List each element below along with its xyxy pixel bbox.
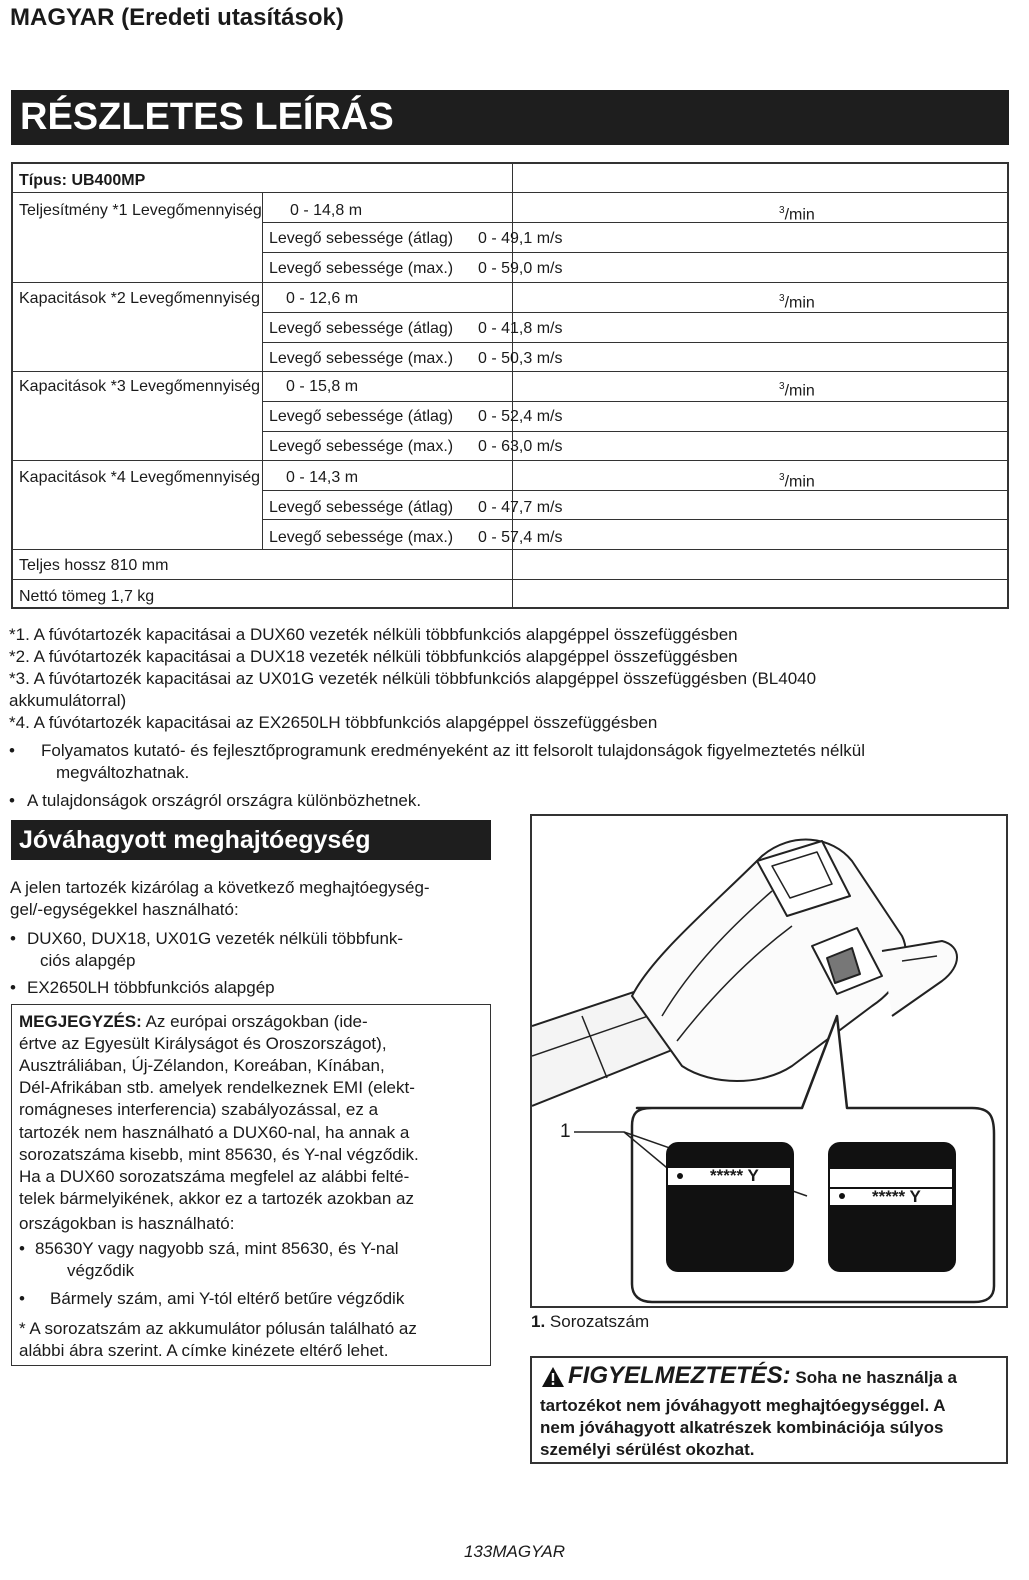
- note-line: Dél-Afrikában stb. amelyek rendelkeznek EMI (elekt-: [19, 1078, 415, 1097]
- air-volume-unit: $^3$/min: [779, 293, 815, 312]
- group-label: Kapacitások *2 Levegőmennyiség: [19, 290, 261, 307]
- air-velocity-avg: 0 - 41,8 m/s: [478, 320, 563, 337]
- note-footer: * A sorozatszám az akkumulátor pólusán található az: [19, 1319, 417, 1338]
- bullet-dot: •: [10, 929, 16, 948]
- note-line: telek bármelyikének, akkor ez a tartozék azokban az: [19, 1189, 414, 1208]
- air-volume: 0 - 14,8 m: [290, 202, 363, 219]
- note-line: MEGJEGYZÉS: Az európai országokban (ide-: [19, 1012, 368, 1031]
- unit-item: ciós alapgép: [40, 951, 136, 970]
- unit-item: DUX60, DUX18, UX01G vezeték nélküli többfunk-: [27, 929, 404, 948]
- unit-item: EX2650LH többfunkciós alapgép: [27, 978, 275, 997]
- air-velocity-max: 0 - 59,0 m/s: [478, 260, 563, 277]
- note-line: értve az Egyesült Királyságot és Oroszországot),: [19, 1034, 387, 1053]
- page-title: RÉSZLETES LEÍRÁS: [11, 90, 1009, 145]
- intro-text: gel/-egységekkel használható:: [10, 900, 239, 919]
- footnote: *1. A fúvótartozék kapacitásai a DUX60 vezeték nélküli többfunkciós alapgéppel összefüggésben: [9, 625, 738, 644]
- air-velocity-max: 0 - 63,0 m/s: [478, 438, 563, 455]
- air-velocity-max: 0 - 50,3 m/s: [478, 350, 563, 367]
- air-volume: 0 - 15,8 m: [286, 378, 359, 395]
- warning-triangle-icon: [541, 1366, 565, 1388]
- warning-line: tartozékot nem jóváhagyott meghajtóegységgel. A: [540, 1396, 946, 1415]
- note-line: romágneses interferencia) szabályozással, ez a: [19, 1100, 379, 1119]
- figure-caption: 1. Sorozatszám: [531, 1312, 650, 1331]
- note-line: Ausztráliában, Új-Zélandon, Koreában, Kínában,: [19, 1056, 385, 1075]
- footnote: akkumulátorral): [9, 691, 127, 710]
- warning-line: személyi sérülést okozhat.: [540, 1440, 755, 1459]
- air-velocity-avg-label: Levegő sebessége (átlag): [269, 408, 454, 425]
- warning-label: FIGYELMEZTETÉS:: [568, 1362, 791, 1389]
- air-volume: 0 - 12,6 m: [286, 290, 359, 307]
- air-velocity-max-label: Levegő sebessége (max.): [269, 438, 454, 455]
- bullet-text: A tulajdonságok országról országra különbözhetnek.: [27, 791, 422, 810]
- note-footer: alábbi ábra szerint. A címke kinézete eltérő lehet.: [19, 1341, 389, 1360]
- spec-table: [11, 162, 1009, 609]
- air-volume-unit: $^3$/min: [779, 472, 815, 491]
- warning-line: nem jóváhagyott alkatrészek kombinációja súlyos: [540, 1418, 944, 1437]
- air-volume-unit: $^3$/min: [779, 381, 815, 400]
- air-volume: 0 - 14,3 m: [286, 469, 359, 486]
- air-velocity-avg-label: Levegő sebessége (átlag): [269, 320, 454, 337]
- bullet-text: Folyamatos kutató- és fejlesztőprogramunk eredményeként az itt felsorolt tulajdonságok figyelmeztetés nélkül: [41, 741, 865, 760]
- callout-number: 1: [560, 1121, 571, 1142]
- air-velocity-avg: 0 - 47,7 m/s: [478, 499, 563, 516]
- note-label: MEGJEGYZÉS:: [19, 1012, 142, 1031]
- bullet-dot: •: [19, 1239, 25, 1258]
- note-bullet: 85630Y vagy nagyobb szá, mint 85630, és Y-nal: [35, 1239, 399, 1258]
- net-weight: Nettó tömeg 1,7 kg: [19, 588, 155, 605]
- note-bullet: Bármely szám, ami Y-tól eltérő betűre végződik: [50, 1289, 405, 1308]
- bullet-dot: •: [9, 791, 15, 810]
- air-velocity-max: 0 - 57,4 m/s: [478, 529, 563, 546]
- air-velocity-avg-label: Levegő sebessége (átlag): [269, 499, 454, 516]
- serial-number-label: ***** Y: [872, 1187, 921, 1206]
- air-volume-unit: $^3$/min: [779, 205, 815, 224]
- footnote: *3. A fúvótartozék kapacitásai az UX01G vezeték nélküli többfunkciós alapgéppel összefüggésben (BL4040: [9, 669, 817, 688]
- footer-language: MAGYAR: [492, 1542, 566, 1561]
- air-velocity-max-label: Levegő sebessége (max.): [269, 529, 454, 546]
- page-footer: [0, 1542, 1029, 1562]
- page-number: 133: [463, 1542, 493, 1561]
- warning-box: [530, 1356, 1008, 1464]
- air-velocity-max-label: Levegő sebessége (max.): [269, 260, 454, 277]
- bullet-dot: •: [9, 741, 15, 760]
- overall-length: Teljes hossz 810 mm: [19, 557, 169, 574]
- air-velocity-max-label: Levegő sebessége (max.): [269, 350, 454, 367]
- group-label: Kapacitások *4 Levegőmennyiség: [19, 469, 261, 486]
- language-header: MAGYAR (Eredeti utasítások): [10, 4, 344, 31]
- bullet-dot: •: [19, 1289, 25, 1308]
- intro-text: A jelen tartozék kizárólag a következő meghajtóegység-: [10, 878, 430, 897]
- note-bullet: végződik: [67, 1261, 135, 1280]
- figure-box: [530, 814, 1008, 1308]
- bullet-text: megváltozhatnak.: [56, 763, 190, 782]
- serial-number-label: ***** Y: [710, 1166, 759, 1185]
- air-velocity-avg: 0 - 52,4 m/s: [478, 408, 563, 425]
- group-label: Kapacitások *3 Levegőmennyiség: [19, 378, 261, 395]
- model-label: Típus: UB400MP: [19, 172, 146, 189]
- air-velocity-avg-label: Levegő sebessége (átlag): [269, 230, 454, 247]
- warning-line: FIGYELMEZTETÉS: Soha ne használja a: [568, 1362, 957, 1389]
- note-line: országokban is használható:: [19, 1214, 235, 1233]
- footnote: *4. A fúvótartozék kapacitásai az EX2650LH többfunkciós alapgéppel összefüggésben: [9, 713, 658, 732]
- bullet-dot: •: [10, 978, 16, 997]
- note-line: Ha a DUX60 sorozatszáma megfelel az alábbi felté-: [19, 1167, 410, 1186]
- air-velocity-avg: 0 - 49,1 m/s: [478, 230, 563, 247]
- note-line: sorozatszáma kisebb, mint 85630, és Y-nal végződik.: [19, 1145, 419, 1164]
- group-label: Teljesítmény *1 Levegőmennyiség: [19, 202, 262, 219]
- battery-terminal-illustration: [532, 816, 1006, 1306]
- note-line: tartozék nem használható a DUX60-nal, ha annak a: [19, 1123, 410, 1142]
- footnote: *2. A fúvótartozék kapacitásai a DUX18 vezeték nélküli többfunkciós alapgéppel összefüggésben: [9, 647, 738, 666]
- section-title: Jóváhagyott meghajtóegység: [11, 820, 491, 860]
